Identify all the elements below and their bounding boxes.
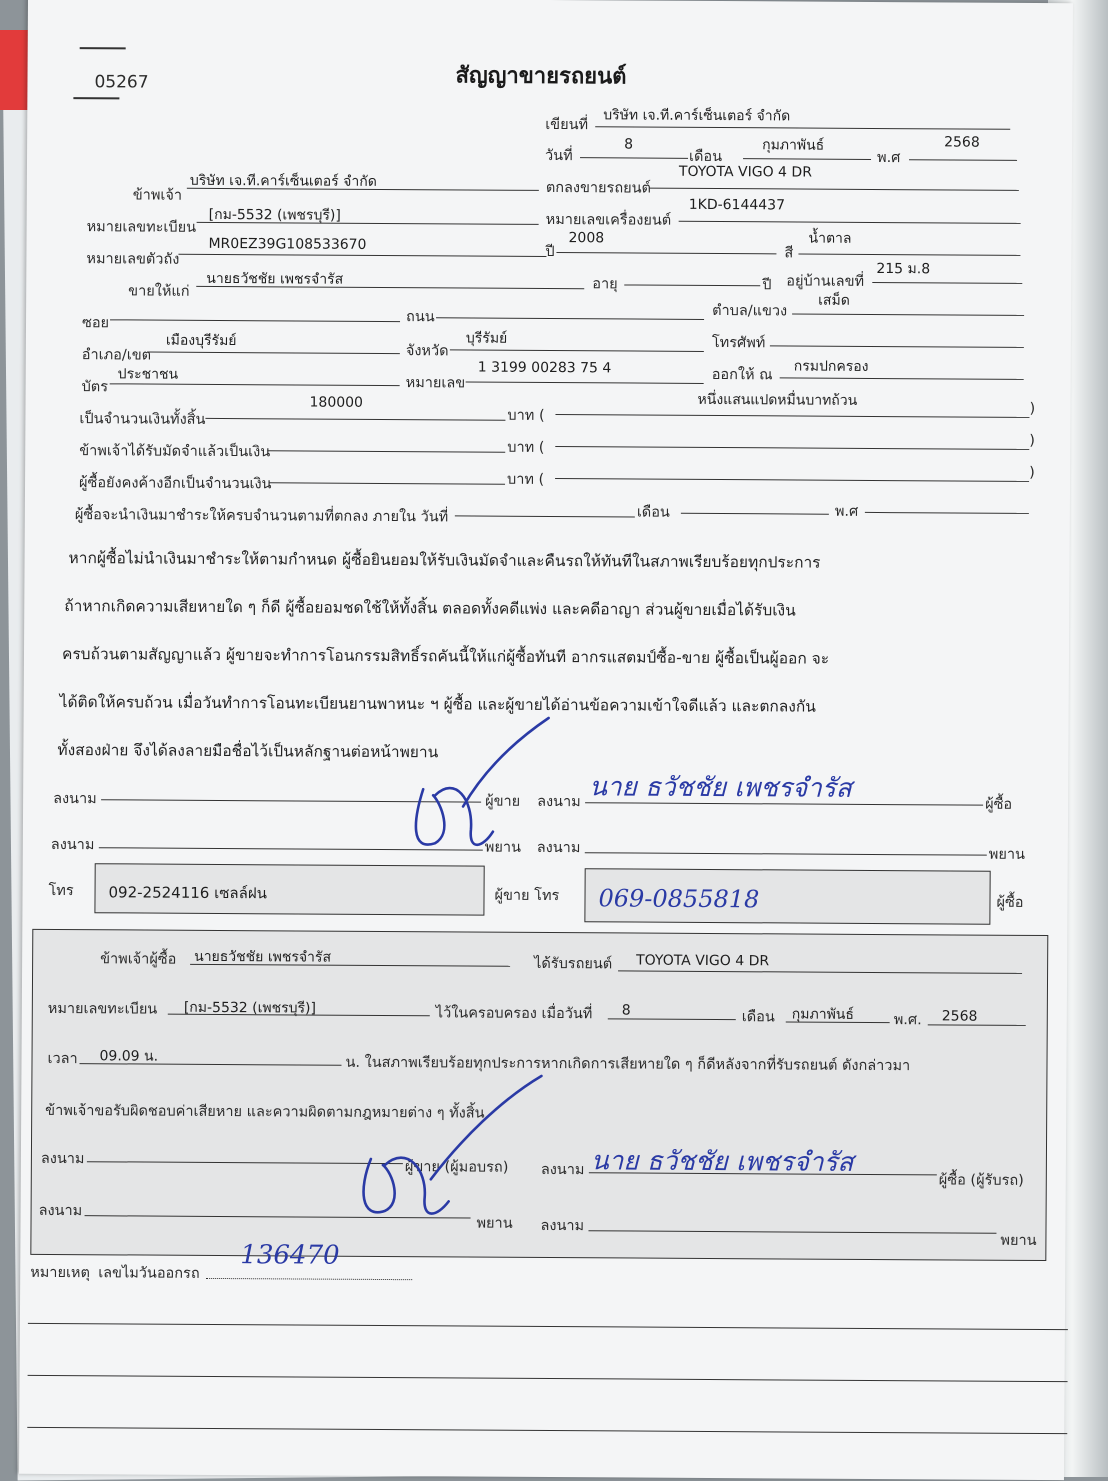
contract-sheet	[19, 0, 1073, 1480]
field-line	[792, 313, 1024, 315]
terms-line: ได้ติดให้ครบถ้วน เมื่อวันทำการโอนทะเบียนยานพาหนะ ฯ ผู้ซื้อ และผู้ขายได้อ่านข้อความเข้าใจดีแล้ว และตกลงกัน	[59, 693, 816, 716]
field-line	[178, 254, 546, 257]
field-line	[556, 252, 776, 254]
sign-label: ลงนาม	[536, 839, 581, 857]
page-title: สัญญาขายรถยนต์	[455, 63, 627, 90]
total-label: เป็นจำนวนเงินทั้งสิ้น	[79, 411, 206, 428]
tel-label: โทร	[48, 882, 74, 900]
field-line	[455, 515, 635, 517]
card-label: บัตร	[81, 379, 109, 396]
field-line	[909, 159, 1017, 161]
blank-line	[28, 1375, 1068, 1382]
terms-line: หากผู้ซื้อไม่นำเงินมาชำระให้ตามกำหนด ผู้ซื้อยินยอมให้รับเงินมัดจำและคืนรถให้ทันทีในสภาพเรียบร้อยทุกประการ	[68, 549, 821, 572]
address-label: อยู่บ้านเลขที่	[786, 273, 865, 290]
district-label: อำเภอ/เขต	[81, 347, 152, 364]
note-label: หมายเหตุ	[30, 1264, 90, 1282]
subdistrict-value: เสม็ด	[818, 292, 850, 309]
color-value: น้ำตาล	[808, 230, 852, 247]
time-value: 09.09 น.	[99, 1048, 159, 1065]
receipt-buyer-role: ผู้ซื้อ (ผู้รับรถ)	[938, 1172, 1024, 1189]
seller-role-label: ผู้ขาย	[485, 793, 521, 810]
plate-label: หมายเลขทะเบียน	[86, 219, 197, 236]
terms-line: ทั้งสองฝ่าย จึงได้ลงลายมือชื่อไว้เป็นหลักฐานต่อหน้าพยาน	[57, 741, 439, 762]
field-line	[770, 345, 1024, 348]
year-label: ปี	[545, 243, 555, 261]
sell-to-label: ขายให้แก่	[128, 283, 190, 300]
card-no-label: หมายเลข	[405, 375, 466, 392]
buyer-signature: นาย ธวัชชัย เพชรจำรัส	[589, 772, 852, 804]
month-value: กุมภาพันธ์	[762, 137, 825, 154]
agree-sell-label: ตกลงขายรถยนต์	[545, 179, 652, 197]
liability-text: ข้าพเจ้าขอรับผิดชอบค่าเสียหาย และความผิดตามกฎหมายต่าง ๆ ทั้งสิ้น	[45, 1102, 485, 1122]
due-month-label: เดือน	[636, 504, 670, 521]
note-dotted-line	[206, 1278, 412, 1280]
seller-phone-value: 092-2524116 เซลล์ฝน	[108, 883, 267, 903]
field-line	[595, 126, 1010, 130]
receipt-plate-label: หมายเลขทะเบียน	[47, 1000, 158, 1018]
close-paren: )	[1029, 432, 1036, 449]
field-line	[205, 418, 505, 421]
field-line	[466, 381, 704, 383]
field-line	[679, 221, 1021, 224]
field-line	[743, 158, 871, 160]
witness-label: พยาน	[484, 839, 521, 856]
baht-label: บาท (	[507, 439, 545, 456]
receipt-day-value: 8	[621, 1002, 631, 1019]
field-line	[555, 478, 1029, 482]
receipt-month-value: กุมภาพันธ์	[791, 1006, 854, 1023]
field-line	[555, 414, 1029, 418]
possess-label: ไว้ในครอบครอง เมื่อวันที่	[435, 1005, 593, 1023]
age-label: อายุ	[592, 276, 618, 293]
receipt-buyer-signature: นาย ธวัชชัย เพชรจำรัส	[590, 1146, 854, 1178]
field-line	[872, 282, 1022, 284]
sign-label: ลงนาม	[537, 793, 581, 811]
seller-label: ข้าพเจ้า	[132, 187, 183, 204]
issued-by-value: กรมปกครอง	[793, 358, 869, 375]
field-line	[681, 513, 829, 515]
blank-line	[27, 1427, 1067, 1434]
received-car-label: ได้รับรถยนต์	[534, 955, 613, 973]
field-line	[555, 446, 1029, 450]
year-be-value: 2568	[944, 134, 980, 151]
due-label: ผู้ซื้อจะนำเงินมาชำระให้ครบจำนวนตามที่ตกลง ภายใน วันที่	[74, 507, 449, 526]
written-at-value: บริษัท เจ.ที.คาร์เซ็นเตอร์ จำกัด	[603, 107, 791, 125]
deposit-label: ข้าพเจ้าได้รับมัดจำแล้วเป็นเงิน	[79, 443, 271, 461]
buyer-role-label: ผู้ซื้อ	[996, 894, 1024, 911]
date-label: วันที่	[544, 147, 573, 165]
baht-label: บาท (	[507, 407, 545, 424]
chassis-label: หมายเลขตัวถัง	[86, 251, 180, 268]
color-label: สี	[784, 245, 794, 262]
buyer-phone-handwritten: 069-0855818	[598, 884, 760, 914]
receipt-condition-text: น. ในสภาพเรียบร้อยทุกประการหากเกิดการเสียหายใด ๆ ก็ดีหลังจากที่รับรถยนต์ ดังกล่าวมา	[345, 1054, 911, 1075]
field-line	[580, 157, 688, 159]
car-model-value: TOYOTA VIGO 4 DR	[678, 163, 812, 181]
witness-label: พยาน	[988, 846, 1025, 863]
time-label: เวลา	[47, 1050, 78, 1068]
district-value: เมืองบุรีรัมย์	[165, 332, 237, 350]
sign-label: ลงนาม	[540, 1161, 585, 1179]
terms-line: ถ้าหากเกิดความเสียหายใด ๆ ก็ดี ผู้ซื้อยอมชดใช้ให้ทั้งสิ้น ตลอดทั้งคดีแพ่ง และคดีอาญา ส่วนผู้ขายเมื่อได้รับเงิน	[64, 597, 796, 620]
total-value: 180000	[309, 394, 364, 411]
card-value: ประชาชน	[117, 366, 179, 383]
plate-value: [กม-5532 (เพชรบุรี)]	[208, 206, 341, 224]
seller-value: บริษัท เจ.ที.คาร์เซ็นเตอร์ จำกัด	[189, 172, 377, 190]
remaining-label: ผู้ซื้อยังคงค้างอีกเป็นจำนวนเงิน	[78, 475, 272, 493]
soi-label: ซอย	[81, 315, 110, 332]
seller-signature	[383, 711, 584, 862]
field-line	[269, 482, 505, 484]
buyer-role-label: ผู้ซื้อ	[985, 796, 1013, 813]
field-line	[148, 352, 400, 355]
receipt-year-label: พ.ศ.	[893, 1012, 922, 1029]
province-label: จังหวัด	[405, 343, 449, 360]
receipt-seller-role: ผู้ขาย (ผู้มอบรถ)	[404, 1159, 509, 1176]
subdistrict-label: ตำบล/แขวง	[712, 302, 788, 320]
road-label: ถนน	[406, 309, 435, 326]
baht-label: บาท (	[507, 471, 545, 488]
receipt-buyer-label: ข้าพเจ้าผู้ซื้อ	[100, 951, 177, 968]
received-car-value: TOYOTA VIGO 4 DR	[636, 952, 770, 970]
engine-value: 1KD-6144437	[688, 196, 786, 214]
odometer-handwritten: 136470	[240, 1240, 340, 1271]
total-words-value: หนึ่งแสนแปดหมื่นบาทถ้วน	[697, 391, 858, 409]
province-value: บุรีรัมย์	[465, 330, 508, 347]
corner-mark	[73, 97, 119, 99]
sign-label: ลงนาม	[40, 1150, 85, 1168]
due-year-label: พ.ศ	[834, 503, 859, 520]
field-line	[624, 284, 760, 286]
year-be-label: พ.ศ	[876, 149, 901, 167]
age-unit-label: ปี	[762, 277, 772, 294]
written-at-label: เขียนที่	[545, 116, 589, 134]
card-no-value: 1 3199 00283 75 4	[477, 359, 612, 377]
sign-label: ลงนาม	[38, 1202, 83, 1220]
receipt-year-value: 2568	[941, 1008, 978, 1025]
engine-label: หมายเลขเครื่องยนต์	[545, 211, 672, 229]
note-text: เลขไมวันออกรถ	[98, 1265, 200, 1282]
address-value: 215 ม.8	[876, 260, 931, 278]
field-line	[110, 319, 400, 322]
field-line	[798, 254, 1020, 256]
blank-line	[28, 1323, 1068, 1330]
receipt-seller-signature	[330, 1069, 561, 1230]
day-value: 8	[624, 136, 634, 153]
receipt-month-label: เดือน	[741, 1009, 775, 1026]
field-line	[267, 450, 505, 452]
sign-label: ลงนาม	[53, 790, 97, 808]
corner-mark	[80, 47, 126, 49]
signature-line	[585, 852, 987, 855]
field-line	[649, 188, 1019, 191]
issued-by-label: ออกให้ ณ	[711, 366, 773, 384]
field-line	[450, 349, 704, 352]
receipt-buyer-value: นายธวัชชัย เพชรจำรัส	[194, 948, 332, 966]
receipt-plate-value: [กม-5532 (เพชรบุรี)]	[183, 999, 317, 1017]
chassis-value: MR0EZ39G108533670	[208, 235, 367, 253]
year-value: 2008	[568, 230, 605, 247]
close-paren: )	[1029, 464, 1035, 481]
close-paren: )	[1029, 400, 1036, 417]
seller-tel-label: ผู้ขาย โทร	[494, 887, 560, 905]
phone-label: โทรศัพท์	[711, 334, 766, 352]
field-line	[780, 377, 1024, 379]
terms-line: ครบถ้วนตามสัญญาแล้ว ผู้ขายจะทำการโอนกรรมสิทธิ์รถคันนี้ให้แก่ผู้ซื้อทันที อากรแสตมป์ซื้อ-ขาย ผู้ซื้อเป็นผู้ออก จะ	[61, 645, 830, 668]
buyer-value: นายธวัชชัย เพชรจำรัส	[206, 270, 344, 288]
document-number: 05267	[94, 72, 149, 93]
witness-label: พยาน	[476, 1215, 513, 1232]
sign-label: ลงนาม	[50, 836, 95, 854]
sign-label: ลงนาม	[540, 1217, 585, 1235]
month-label: เดือน	[688, 148, 723, 166]
field-line	[436, 317, 704, 320]
field-line	[865, 512, 1029, 514]
witness-label: พยาน	[1000, 1232, 1037, 1249]
